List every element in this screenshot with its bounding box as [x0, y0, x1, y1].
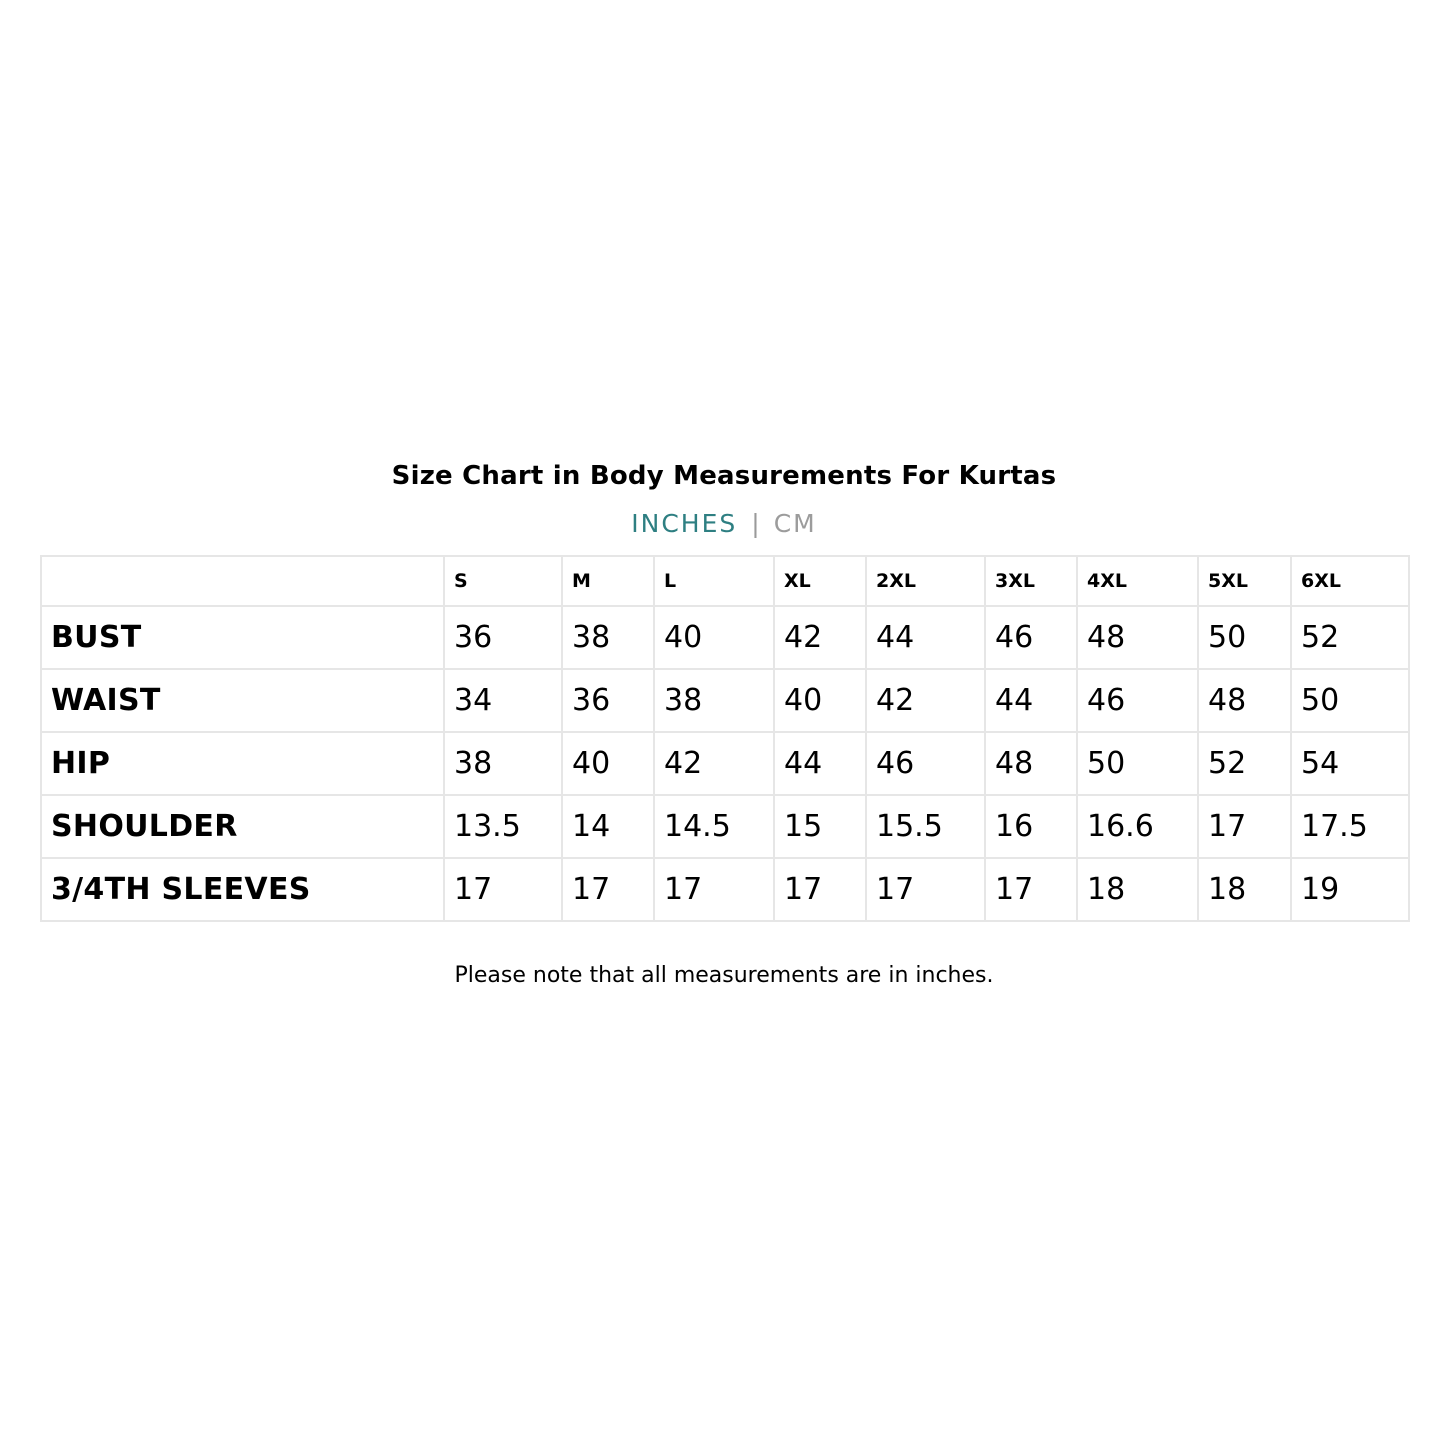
page-title: Size Chart in Body Measurements For Kurtas — [391, 461, 1057, 491]
unit-cm-tab[interactable]: CM — [773, 509, 817, 538]
table-cell: 34 — [444, 669, 562, 732]
table-cell: 36 — [562, 669, 654, 732]
table-cell: 17 — [774, 858, 866, 921]
table-cell: 15.5 — [866, 795, 985, 858]
table-cell: 40 — [562, 732, 654, 795]
table-cell: 17 — [866, 858, 985, 921]
table-cell: 46 — [985, 606, 1077, 669]
row-label-sleeves: 3/4TH SLEEVES — [41, 858, 444, 921]
table-cell: 17.5 — [1291, 795, 1409, 858]
table-row-hip — [41, 732, 1409, 795]
table-cell: 14 — [562, 795, 654, 858]
table-cell: 19 — [1291, 858, 1409, 921]
size-header-2xl: 2XL — [866, 556, 985, 606]
table-cell: 14.5 — [654, 795, 774, 858]
table-cell: 16.6 — [1077, 795, 1198, 858]
table-cell: 48 — [1077, 606, 1198, 669]
table-cell: 17 — [1198, 795, 1291, 858]
unit-inches-tab[interactable]: INCHES — [631, 509, 738, 538]
table-cell: 44 — [985, 669, 1077, 732]
size-header-6xl: 6XL — [1291, 556, 1409, 606]
size-header-xl: XL — [774, 556, 866, 606]
table-cell: 17 — [654, 858, 774, 921]
table-cell: 18 — [1198, 858, 1291, 921]
table-row-sleeves — [41, 858, 1409, 921]
table-cell: 52 — [1291, 606, 1409, 669]
size-header-s: S — [444, 556, 562, 606]
row-label-hip: HIP — [41, 732, 444, 795]
row-label-waist: WAIST — [41, 669, 444, 732]
size-header-5xl: 5XL — [1198, 556, 1291, 606]
table-cell: 38 — [654, 669, 774, 732]
table-cell: 17 — [444, 858, 562, 921]
table-cell: 50 — [1291, 669, 1409, 732]
table-cell: 40 — [774, 669, 866, 732]
unit-separator: | — [751, 509, 760, 538]
row-label-shoulder: SHOULDER — [41, 795, 444, 858]
table-cell: 46 — [1077, 669, 1198, 732]
measurement-note: Please note that all measurements are in inches. — [454, 963, 994, 988]
size-header-4xl: 4XL — [1077, 556, 1198, 606]
size-header-row — [41, 556, 1409, 606]
corner-cell — [41, 556, 444, 606]
table-cell: 38 — [444, 732, 562, 795]
table-cell: 50 — [1077, 732, 1198, 795]
table-cell: 46 — [866, 732, 985, 795]
table-cell: 48 — [985, 732, 1077, 795]
size-header-m: M — [562, 556, 654, 606]
table-cell: 17 — [985, 858, 1077, 921]
table-cell: 44 — [774, 732, 866, 795]
table-cell: 15 — [774, 795, 866, 858]
table-cell: 18 — [1077, 858, 1198, 921]
table-cell: 13.5 — [444, 795, 562, 858]
table-cell: 16 — [985, 795, 1077, 858]
unit-toggle — [0, 504, 1448, 544]
size-header-3xl: 3XL — [985, 556, 1077, 606]
table-cell: 42 — [774, 606, 866, 669]
table-cell: 50 — [1198, 606, 1291, 669]
table-cell: 48 — [1198, 669, 1291, 732]
table-cell: 38 — [562, 606, 654, 669]
table-row-shoulder — [41, 795, 1409, 858]
table-cell: 54 — [1291, 732, 1409, 795]
table-cell: 52 — [1198, 732, 1291, 795]
table-row-waist — [41, 669, 1409, 732]
table-row-bust — [41, 606, 1409, 669]
table-cell: 44 — [866, 606, 985, 669]
table-cell: 40 — [654, 606, 774, 669]
size-table — [40, 555, 1410, 922]
row-label-bust: BUST — [41, 606, 444, 669]
table-cell: 42 — [866, 669, 985, 732]
table-cell: 42 — [654, 732, 774, 795]
table-cell: 36 — [444, 606, 562, 669]
table-cell: 17 — [562, 858, 654, 921]
size-header-l: L — [654, 556, 774, 606]
